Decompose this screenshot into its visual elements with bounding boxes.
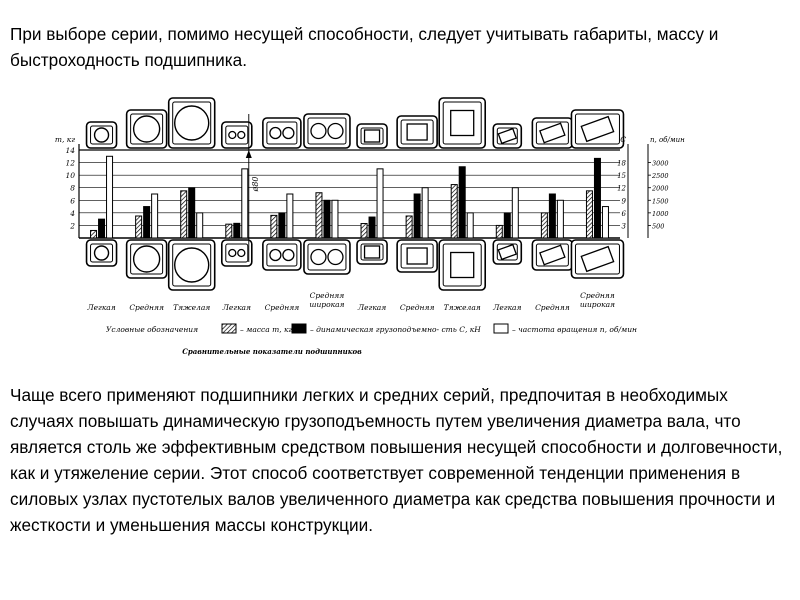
ball-icon	[311, 250, 326, 265]
ball-icon	[95, 128, 109, 142]
y2-tick-label: 18	[617, 159, 626, 168]
ball-icon	[328, 250, 343, 265]
bar-hatched	[451, 185, 457, 238]
legend-title: Условные обозначения	[106, 325, 199, 334]
category-label: Средняя	[264, 303, 300, 312]
y-tick-label: 10	[65, 171, 75, 181]
bearing-tapered	[493, 240, 521, 264]
bearing-ball	[87, 240, 117, 266]
roller-icon	[407, 124, 427, 140]
ball-icon	[134, 116, 160, 142]
legend-label: – частота вращения n, об/мин	[512, 325, 637, 334]
bearing-ball	[127, 240, 167, 278]
category-label: Средняя	[309, 291, 345, 300]
bar-empty	[512, 188, 518, 238]
roller-icon	[451, 111, 474, 136]
bearing-sections-top	[87, 98, 624, 148]
bearing-roller	[397, 240, 437, 272]
bearing-double-ball	[222, 240, 252, 266]
bearing-tapered	[493, 124, 521, 148]
bar-empty	[377, 169, 383, 238]
bearing-tapered	[571, 110, 623, 148]
bar-solid	[99, 219, 105, 238]
bearing-double-ball	[222, 122, 252, 148]
ball-icon	[238, 132, 245, 139]
bar-hatched	[271, 215, 277, 238]
y3-axis-label: n, об/мин	[650, 136, 685, 144]
y3-tick-label: 2500	[652, 172, 669, 181]
bar-hatched	[181, 191, 187, 238]
ball-icon	[283, 128, 294, 139]
bar-solid	[279, 213, 285, 238]
ball-icon	[95, 246, 109, 260]
bar-solid	[414, 194, 420, 238]
bearing-ball	[169, 98, 215, 148]
bar-empty	[242, 169, 248, 238]
category-label: Средняя	[399, 303, 435, 312]
category-label: Тяжелая	[443, 303, 481, 312]
bearing-roller	[439, 240, 485, 290]
chart-grid	[79, 150, 620, 238]
bearing-comparison-figure	[54, 86, 702, 364]
y3-tick-label: 3000	[652, 159, 669, 168]
ball-icon	[270, 128, 281, 139]
bar-empty	[107, 156, 113, 238]
ball-icon	[229, 250, 236, 257]
bearing-roller	[357, 124, 387, 148]
bar-hatched	[406, 216, 412, 238]
bearing-double-ball	[263, 118, 301, 148]
y3-tick-label: 500	[652, 222, 665, 231]
ball-icon	[270, 250, 281, 261]
bearing-double-ball	[304, 114, 350, 148]
legend-swatch-empty	[494, 324, 508, 333]
legend-label: – динамическая грузоподъемно- сть С, кН	[310, 325, 481, 334]
bar-solid	[324, 200, 330, 238]
y3-tick-label: 2000	[652, 184, 669, 193]
y3-tick-label: 1500	[652, 197, 669, 206]
category-label: Легкая	[357, 303, 387, 312]
ball-icon	[134, 246, 160, 272]
bar-empty	[152, 194, 158, 238]
category-label: Легкая	[87, 303, 116, 312]
bar-hatched	[226, 224, 232, 238]
bar-solid	[144, 207, 150, 238]
y-tick-label: 14	[65, 146, 75, 155]
bar-empty	[422, 188, 428, 238]
bar-solid	[369, 217, 375, 238]
bar-empty	[332, 200, 338, 238]
bar-empty	[287, 194, 293, 238]
bearing-tapered	[571, 240, 623, 278]
y-tick-label: 4	[70, 208, 75, 218]
ball-icon	[311, 124, 326, 139]
bar-hatched	[361, 224, 367, 238]
legend-label: – масса m, кг	[240, 325, 293, 334]
bearing-ball	[127, 110, 167, 148]
legend-swatch-hatched	[222, 324, 236, 333]
bearing-roller	[357, 240, 387, 264]
bearing-double-ball	[263, 240, 301, 270]
bar-hatched	[316, 193, 322, 238]
y-tick-label: 8	[70, 183, 75, 193]
bar-solid	[549, 194, 555, 238]
body-paragraph: Чаще всего применяют подшипники легких и средних серий, предпочитая в необходимых случаях повышать динамическую грузоподъемность путем увеличения диаметра вала, что является столь же эффективным средством повышения несущей способности и долговечности, как и утяжеление серии. Этот способ соответствует современной тенденции применения в силовых узлах пустотелых валов увеличенного диаметра как средства повышения прочности и жесткости и уменьшения массы конструкции.	[10, 385, 783, 535]
ball-icon	[328, 124, 343, 139]
bar-empty	[602, 207, 608, 238]
bearing-roller	[397, 116, 437, 148]
ball-icon	[229, 132, 236, 139]
bearing-tapered	[532, 240, 572, 270]
y2-tick-label: 9	[621, 197, 626, 206]
shaft-label: ø80	[250, 176, 260, 192]
chart-caption: Сравнительные показатели подшипников	[182, 347, 362, 356]
y2-tick-label: 15	[617, 172, 626, 181]
chart-legend	[106, 324, 637, 356]
category-label: Средняя	[580, 291, 615, 300]
category-label: широкая	[579, 300, 616, 309]
roller-icon	[365, 130, 380, 142]
ball-icon	[175, 248, 209, 282]
y2-axis-label: С	[620, 135, 626, 144]
category-labels	[86, 291, 615, 312]
bar-solid	[459, 167, 465, 238]
y2-tick-label: 12	[617, 184, 626, 193]
category-label: широкая	[309, 300, 345, 309]
bearing-roller	[439, 98, 485, 148]
y2-tick-label: 6	[621, 209, 626, 218]
category-label: Легкая	[222, 303, 251, 312]
y-tick-label: 12	[65, 158, 75, 168]
category-label: Легкая	[493, 303, 522, 312]
category-label: Тяжелая	[173, 303, 211, 312]
bar-solid	[594, 158, 600, 238]
bar-hatched	[136, 216, 142, 238]
bearing-double-ball	[304, 240, 350, 274]
bearing-ball	[87, 122, 117, 148]
y-tick-label: 6	[70, 196, 75, 206]
bar-empty	[197, 213, 203, 238]
arrow-icon	[246, 150, 252, 158]
bar-hatched	[91, 230, 97, 238]
category-label: Средняя	[129, 303, 164, 312]
bar-empty	[467, 213, 473, 238]
ball-icon	[175, 106, 209, 140]
legend-swatch-solid	[292, 324, 306, 333]
bar-hatched	[496, 225, 502, 238]
bearing-sections-bottom	[87, 240, 624, 290]
y3-tick-label: 1000	[652, 209, 669, 218]
roller-icon	[407, 248, 427, 264]
y-axis-label: m, кг	[54, 135, 75, 144]
bearing-tapered	[532, 118, 572, 148]
bar-hatched	[586, 191, 592, 238]
bar-solid	[234, 223, 240, 238]
ball-icon	[283, 250, 294, 261]
intro-paragraph: При выборе серии, помимо несущей способности, следует учитывать габариты, массу и быстроходность подшипника.	[10, 24, 719, 70]
ball-icon	[238, 250, 245, 257]
y2-tick-label: 3	[621, 222, 626, 231]
bar-empty	[557, 200, 563, 238]
roller-icon	[365, 246, 380, 258]
chart-bars	[91, 156, 609, 238]
bar-solid	[189, 188, 195, 238]
bar-hatched	[541, 213, 547, 238]
bar-solid	[504, 213, 510, 238]
y-tick-label: 2	[70, 221, 75, 231]
roller-icon	[451, 253, 474, 278]
bearing-ball	[169, 240, 215, 290]
category-label: Средняя	[535, 303, 570, 312]
